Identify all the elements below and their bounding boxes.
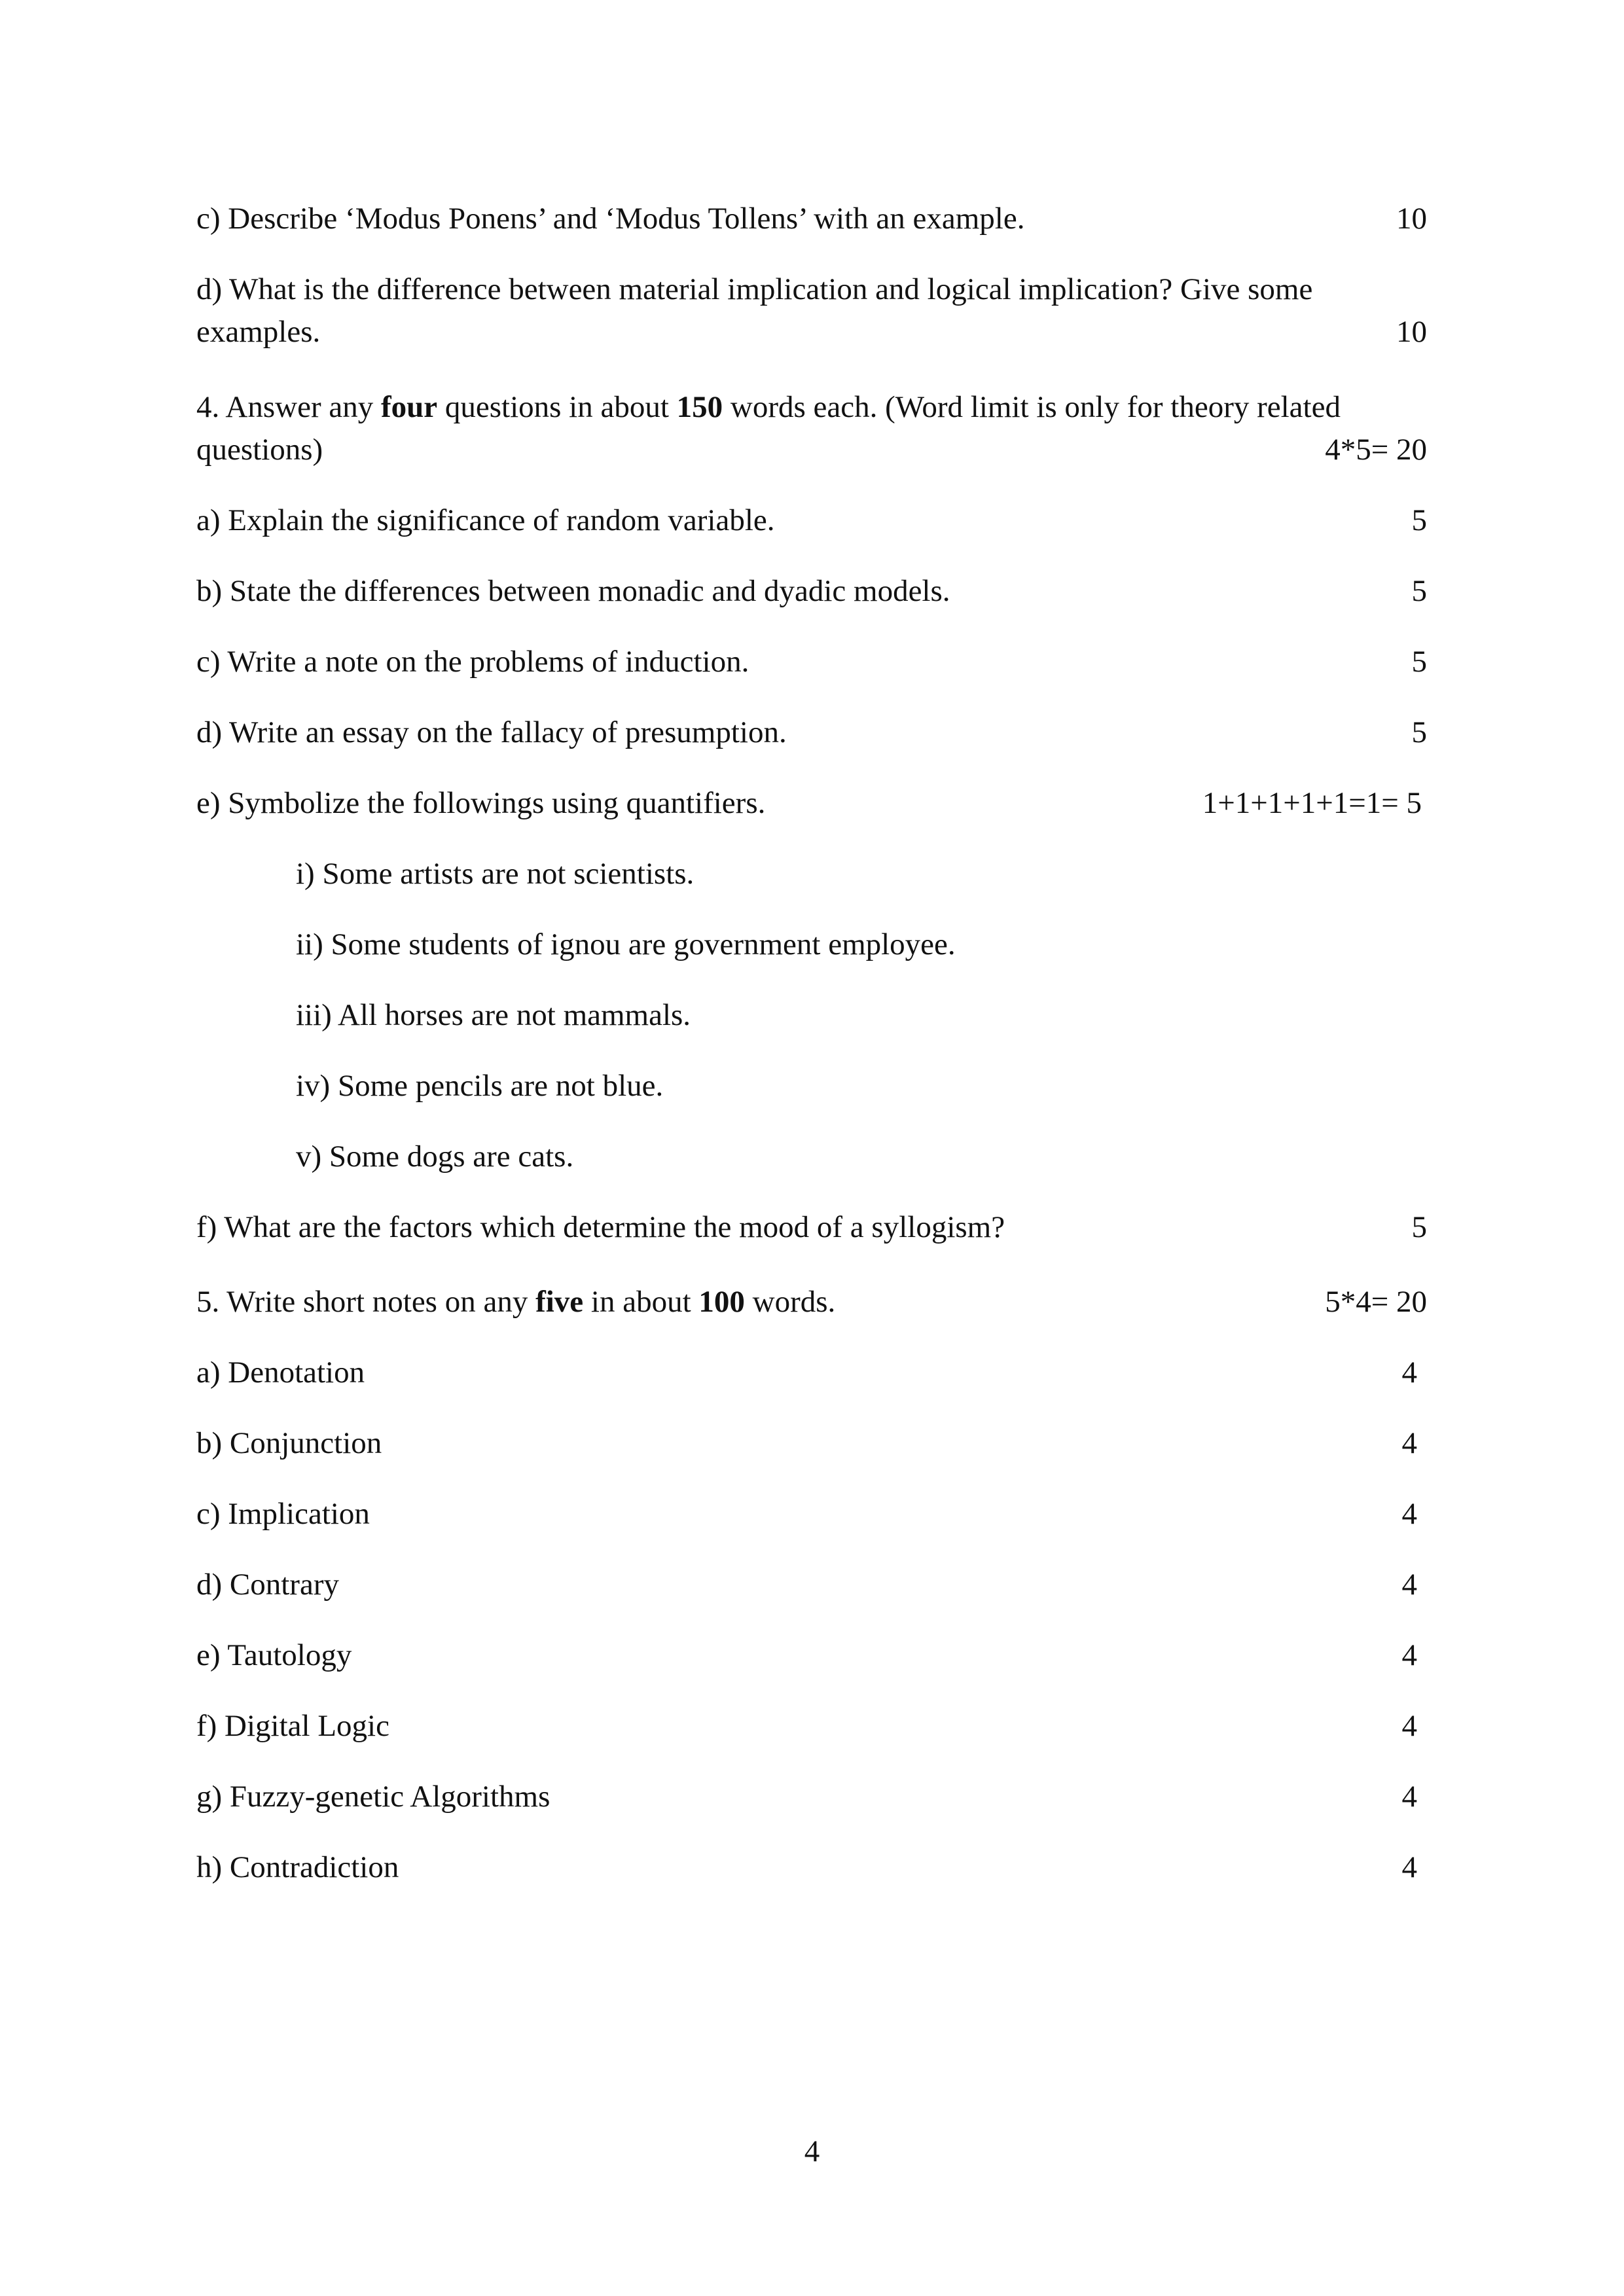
heading-text-2: in about: [583, 1285, 699, 1319]
question-marks: 5: [1411, 1210, 1427, 1244]
sub-item-v: [296, 1136, 1343, 1177]
question-text: c) Write a note on the problems of induction.: [196, 645, 749, 679]
question-text: a) Denotation: [196, 1355, 365, 1390]
heading-text-1: 5. Write short notes on any: [196, 1285, 536, 1319]
question-marks: 4*5= 20: [1325, 433, 1427, 467]
sub-item-ii: [296, 924, 1343, 965]
question-text: a) Explain the significance of random variable.: [196, 503, 775, 537]
question-5g: [196, 1776, 1427, 1818]
question-5-heading: [196, 1281, 1427, 1323]
heading-text-3: words.: [744, 1285, 836, 1319]
question-marks: 4: [1401, 1780, 1417, 1814]
question-marks: 5: [1411, 574, 1427, 608]
question-marks: 10: [1396, 315, 1427, 349]
question-4-heading-line1: [196, 386, 1427, 428]
page-number: 4: [804, 2134, 820, 2168]
question-text: b) State the differences between monadic and dyadic models.: [196, 574, 950, 608]
question-marks: 10: [1396, 202, 1427, 236]
heading-text-1: 4. Answer any: [196, 390, 381, 424]
heading-text-3: words each. (Word limit is only for theory related: [723, 390, 1341, 424]
question-4f: [196, 1206, 1427, 1248]
sub-item-i: [296, 853, 1343, 895]
question-marks: 4: [1401, 1355, 1417, 1390]
question-text: d) What is the difference between material implication and logical implication? Give some: [196, 272, 1313, 306]
heading-bold-2: 100: [698, 1285, 745, 1319]
question-5h: [196, 1846, 1427, 1888]
question-text: c) Implication: [196, 1497, 370, 1531]
sub-item-iii: [296, 994, 1343, 1036]
question-text: f) What are the factors which determine the mood of a syllogism?: [196, 1210, 1005, 1244]
question-5c: [196, 1493, 1427, 1535]
question-marks: 5: [1411, 715, 1427, 749]
question-4d: [196, 711, 1427, 753]
question-text: e) Tautology: [196, 1638, 352, 1672]
question-text: c) Describe ‘Modus Ponens’ and ‘Modus Tollens’ with an example.: [196, 202, 1025, 236]
question-text: g) Fuzzy-genetic Algorithms: [196, 1780, 550, 1814]
question-4b: [196, 570, 1427, 612]
question-text: b) Conjunction: [196, 1426, 382, 1460]
sub-item-text: iv) Some pencils are not blue.: [296, 1069, 664, 1103]
question-4a: [196, 499, 1427, 541]
question-text: h) Contradiction: [196, 1850, 399, 1884]
question-marks: 1+1+1+1+1=1= 5: [1202, 786, 1422, 820]
heading-bold-1: four: [380, 390, 438, 424]
question-4c: [196, 641, 1427, 683]
question-text: e) Symbolize the followings using quantifiers.: [196, 786, 766, 820]
question-marks: 4: [1401, 1497, 1417, 1531]
sub-item-text: i) Some artists are not scientists.: [296, 857, 695, 891]
question-text: f) Digital Logic: [196, 1709, 389, 1743]
question-marks: 4: [1401, 1709, 1417, 1743]
sub-item-text: v) Some dogs are cats.: [296, 1139, 574, 1174]
sub-item-text: iii) All horses are not mammals.: [296, 998, 691, 1032]
question-text: d) Contrary: [196, 1568, 339, 1602]
question-marks: 4: [1401, 1638, 1417, 1672]
question-3d-line2: [196, 311, 1427, 353]
question-marks: 4: [1401, 1568, 1417, 1602]
sub-item-iv: [296, 1065, 1343, 1107]
heading-bold-2: 150: [676, 390, 723, 424]
question-5a: [196, 1352, 1427, 1393]
question-4-heading-line2: [196, 429, 1427, 471]
question-5f: [196, 1705, 1427, 1747]
sub-item-text: ii) Some students of ignou are government employee.: [296, 927, 956, 961]
question-marks: 4: [1401, 1426, 1417, 1460]
question-text: examples.: [196, 315, 321, 349]
question-marks: 5: [1411, 503, 1427, 537]
question-3c: [196, 198, 1427, 240]
heading-text-4: questions): [196, 433, 323, 467]
question-4e: [196, 782, 1427, 824]
question-marks: 5*4= 20: [1325, 1285, 1427, 1319]
question-5b: [196, 1422, 1427, 1464]
question-5d: [196, 1564, 1427, 1605]
heading-text-2: questions in about: [437, 390, 677, 424]
question-marks: 4: [1401, 1850, 1417, 1884]
question-5e: [196, 1634, 1427, 1676]
question-text: d) Write an essay on the fallacy of presumption.: [196, 715, 787, 749]
question-3d-line1: [196, 268, 1427, 310]
heading-bold-1: five: [535, 1285, 584, 1319]
question-marks: 5: [1411, 645, 1427, 679]
